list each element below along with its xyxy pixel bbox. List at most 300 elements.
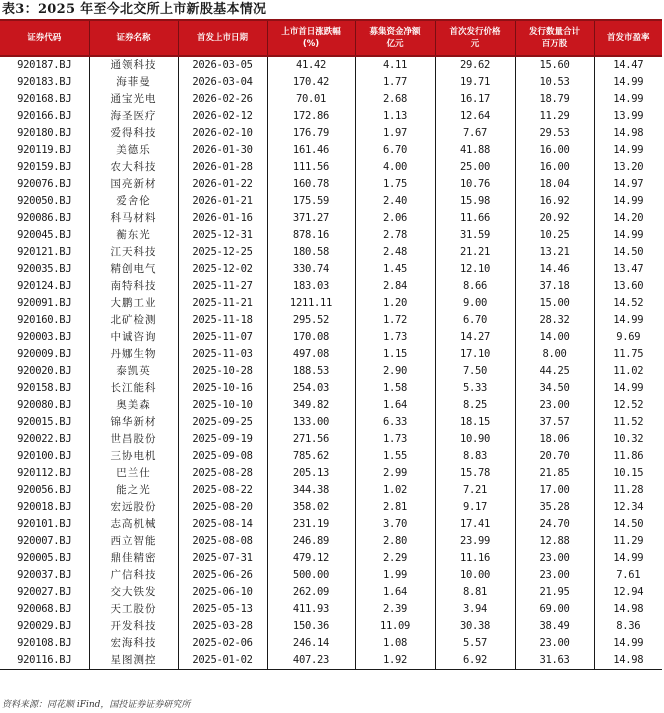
table-row [0,567,662,584]
table-row [0,56,662,74]
cell-net-proceeds: 1.75 [355,176,435,193]
cell-net-proceeds: 2.84 [355,278,435,295]
cell-ipo-pe: 14.99 [594,312,662,329]
header-net-proceeds [355,20,435,56]
cell-stock-code: 920015.BJ [0,414,89,431]
cell-net-proceeds: 2.40 [355,193,435,210]
cell-net-proceeds: 1.13 [355,108,435,125]
cell-issue-price: 31.59 [435,227,515,244]
cell-first-day-change: 70.01 [267,91,355,108]
cell-net-proceeds: 2.99 [355,465,435,482]
cell-ipo-pe: 14.99 [594,74,662,91]
cell-net-proceeds: 3.70 [355,516,435,533]
cell-listing-date: 2025-11-18 [178,312,267,329]
cell-stock-name: 农大科技 [89,159,178,176]
cell-issue-price: 5.57 [435,635,515,652]
cell-stock-name: 世昌股份 [89,431,178,448]
cell-issue-quantity: 38.49 [515,618,594,635]
cell-issue-quantity: 18.04 [515,176,594,193]
cell-listing-date: 2026-01-28 [178,159,267,176]
table-row [0,431,662,448]
header-stock-name: 证券名称 [89,20,178,56]
table-row [0,125,662,142]
cell-issue-price: 10.76 [435,176,515,193]
cell-issue-quantity: 16.00 [515,142,594,159]
cell-stock-name: 广信科技 [89,567,178,584]
cell-ipo-pe: 14.98 [594,601,662,618]
cell-stock-code: 920112.BJ [0,465,89,482]
table-row [0,227,662,244]
cell-issue-price: 9.00 [435,295,515,312]
cell-first-day-change: 497.08 [267,346,355,363]
cell-issue-price: 5.33 [435,380,515,397]
cell-issue-quantity: 15.60 [515,56,594,74]
table-row [0,397,662,414]
cell-listing-date: 2026-02-12 [178,108,267,125]
cell-ipo-pe: 13.99 [594,108,662,125]
cell-first-day-change: 176.79 [267,125,355,142]
cell-net-proceeds: 6.70 [355,142,435,159]
cell-stock-code: 920076.BJ [0,176,89,193]
cell-issue-quantity: 24.70 [515,516,594,533]
cell-stock-code: 920166.BJ [0,108,89,125]
cell-stock-code: 920056.BJ [0,482,89,499]
cell-issue-quantity: 17.00 [515,482,594,499]
cell-net-proceeds: 4.11 [355,56,435,74]
cell-net-proceeds: 1.77 [355,74,435,91]
table-row [0,465,662,482]
table-body [0,56,662,670]
cell-issue-price: 8.25 [435,397,515,414]
table-row [0,516,662,533]
table-row [0,635,662,652]
cell-first-day-change: 172.86 [267,108,355,125]
cell-ipo-pe: 10.15 [594,465,662,482]
table-row [0,295,662,312]
cell-ipo-pe: 13.20 [594,159,662,176]
cell-issue-price: 30.38 [435,618,515,635]
cell-issue-price: 12.10 [435,261,515,278]
cell-issue-quantity: 13.21 [515,244,594,261]
cell-listing-date: 2025-11-27 [178,278,267,295]
cell-first-day-change: 411.93 [267,601,355,618]
cell-stock-name: 美德乐 [89,142,178,159]
cell-net-proceeds: 1.55 [355,448,435,465]
header-first-day-change-label: 上市首日涨跌幅 (%) [281,27,341,49]
cell-ipo-pe: 12.94 [594,584,662,601]
cell-first-day-change: 133.00 [267,414,355,431]
cell-stock-name: 天工股份 [89,601,178,618]
cell-listing-date: 2025-08-08 [178,533,267,550]
cell-issue-quantity: 29.53 [515,125,594,142]
cell-first-day-change: 161.46 [267,142,355,159]
cell-listing-date: 2025-10-28 [178,363,267,380]
cell-net-proceeds: 1.02 [355,482,435,499]
cell-stock-code: 920035.BJ [0,261,89,278]
cell-issue-price: 6.92 [435,652,515,670]
cell-stock-name: 蘅东光 [89,227,178,244]
cell-ipo-pe: 14.97 [594,176,662,193]
cell-issue-quantity: 21.95 [515,584,594,601]
cell-first-day-change: 180.58 [267,244,355,261]
cell-issue-price: 11.16 [435,550,515,567]
cell-issue-price: 3.94 [435,601,515,618]
cell-first-day-change: 254.03 [267,380,355,397]
ipo-table [0,19,662,670]
table-row [0,193,662,210]
cell-issue-quantity: 18.79 [515,91,594,108]
cell-ipo-pe: 9.69 [594,329,662,346]
cell-listing-date: 2025-06-10 [178,584,267,601]
cell-issue-price: 12.64 [435,108,515,125]
table-row [0,210,662,227]
table-row [0,261,662,278]
cell-ipo-pe: 11.02 [594,363,662,380]
cell-listing-date: 2025-12-02 [178,261,267,278]
cell-stock-name: 巴兰仕 [89,465,178,482]
cell-net-proceeds: 1.92 [355,652,435,670]
cell-issue-price: 29.62 [435,56,515,74]
table-header-row [0,20,662,56]
cell-first-day-change: 246.14 [267,635,355,652]
cell-ipo-pe: 14.99 [594,142,662,159]
cell-stock-name: 泰凯英 [89,363,178,380]
cell-net-proceeds: 1.72 [355,312,435,329]
cell-net-proceeds: 2.06 [355,210,435,227]
cell-first-day-change: 500.00 [267,567,355,584]
cell-listing-date: 2025-12-31 [178,227,267,244]
cell-first-day-change: 349.82 [267,397,355,414]
cell-ipo-pe: 8.36 [594,618,662,635]
cell-issue-quantity: 14.46 [515,261,594,278]
cell-stock-code: 920037.BJ [0,567,89,584]
cell-stock-name: 爱得科技 [89,125,178,142]
cell-first-day-change: 371.27 [267,210,355,227]
cell-stock-code: 920168.BJ [0,91,89,108]
cell-net-proceeds: 2.80 [355,533,435,550]
cell-stock-code: 920119.BJ [0,142,89,159]
cell-stock-code: 920183.BJ [0,74,89,91]
cell-stock-name: 科马材料 [89,210,178,227]
cell-issue-price: 23.99 [435,533,515,550]
cell-listing-date: 2026-01-21 [178,193,267,210]
cell-net-proceeds: 2.68 [355,91,435,108]
cell-ipo-pe: 14.99 [594,193,662,210]
cell-ipo-pe: 7.61 [594,567,662,584]
cell-stock-code: 920029.BJ [0,618,89,635]
cell-net-proceeds: 2.48 [355,244,435,261]
cell-issue-price: 14.27 [435,329,515,346]
cell-issue-quantity: 20.92 [515,210,594,227]
cell-stock-code: 920086.BJ [0,210,89,227]
table-row [0,346,662,363]
cell-ipo-pe: 13.60 [594,278,662,295]
cell-issue-quantity: 12.88 [515,533,594,550]
cell-issue-quantity: 28.32 [515,312,594,329]
cell-ipo-pe: 14.99 [594,380,662,397]
cell-stock-code: 920124.BJ [0,278,89,295]
cell-first-day-change: 41.42 [267,56,355,74]
table-row [0,363,662,380]
cell-stock-code: 920018.BJ [0,499,89,516]
cell-issue-price: 18.15 [435,414,515,431]
cell-listing-date: 2025-10-16 [178,380,267,397]
cell-net-proceeds: 1.64 [355,584,435,601]
cell-stock-code: 920050.BJ [0,193,89,210]
cell-net-proceeds: 11.09 [355,618,435,635]
cell-ipo-pe: 11.52 [594,414,662,431]
cell-listing-date: 2025-01-02 [178,652,267,670]
cell-stock-code: 920101.BJ [0,516,89,533]
cell-net-proceeds: 2.81 [355,499,435,516]
table-row [0,584,662,601]
table-row [0,533,662,550]
cell-net-proceeds: 2.78 [355,227,435,244]
cell-listing-date: 2026-01-22 [178,176,267,193]
cell-stock-name: 海菲曼 [89,74,178,91]
table-row [0,176,662,193]
table-row [0,244,662,261]
cell-first-day-change: 231.19 [267,516,355,533]
cell-first-day-change: 330.74 [267,261,355,278]
table-row [0,91,662,108]
cell-net-proceeds: 2.90 [355,363,435,380]
cell-listing-date: 2026-02-26 [178,91,267,108]
cell-issue-price: 15.78 [435,465,515,482]
cell-first-day-change: 878.16 [267,227,355,244]
cell-net-proceeds: 1.73 [355,431,435,448]
cell-stock-name: 精创电气 [89,261,178,278]
cell-first-day-change: 479.12 [267,550,355,567]
cell-issue-quantity: 10.25 [515,227,594,244]
cell-stock-code: 920009.BJ [0,346,89,363]
cell-stock-name: 海圣医疗 [89,108,178,125]
table-row [0,652,662,670]
table-row [0,448,662,465]
cell-first-day-change: 1211.11 [267,295,355,312]
cell-issue-price: 17.10 [435,346,515,363]
cell-ipo-pe: 14.50 [594,516,662,533]
header-listing-date: 首发上市日期 [178,20,267,56]
cell-stock-name: 丹娜生物 [89,346,178,363]
cell-stock-code: 920159.BJ [0,159,89,176]
cell-issue-quantity: 16.92 [515,193,594,210]
cell-first-day-change: 246.89 [267,533,355,550]
cell-ipo-pe: 14.47 [594,56,662,74]
cell-stock-name: 奥美森 [89,397,178,414]
cell-net-proceeds: 1.97 [355,125,435,142]
cell-ipo-pe: 11.29 [594,533,662,550]
cell-issue-quantity: 21.85 [515,465,594,482]
cell-listing-date: 2025-08-22 [178,482,267,499]
cell-stock-code: 920187.BJ [0,56,89,74]
cell-stock-code: 920116.BJ [0,652,89,670]
cell-listing-date: 2026-01-30 [178,142,267,159]
cell-listing-date: 2025-12-25 [178,244,267,261]
cell-ipo-pe: 14.99 [594,91,662,108]
cell-issue-quantity: 23.00 [515,635,594,652]
cell-listing-date: 2026-03-05 [178,56,267,74]
cell-stock-name: 开发科技 [89,618,178,635]
source-note: 资料来源：同花顺 iFind，国投证券证券研究所 [2,700,191,710]
cell-listing-date: 2026-01-16 [178,210,267,227]
cell-issue-quantity: 37.18 [515,278,594,295]
table-row [0,618,662,635]
table-row [0,601,662,618]
table-row [0,108,662,125]
cell-stock-code: 920100.BJ [0,448,89,465]
cell-net-proceeds: 1.45 [355,261,435,278]
cell-stock-name: 星图测控 [89,652,178,670]
cell-ipo-pe: 14.98 [594,652,662,670]
cell-first-day-change: 160.78 [267,176,355,193]
cell-issue-price: 15.98 [435,193,515,210]
header-issue-price-label: 首次发行价格 元 [449,27,501,49]
cell-stock-code: 920091.BJ [0,295,89,312]
cell-listing-date: 2025-10-10 [178,397,267,414]
cell-stock-name: 西立智能 [89,533,178,550]
cell-ipo-pe: 14.99 [594,550,662,567]
cell-stock-code: 920027.BJ [0,584,89,601]
table-row [0,414,662,431]
cell-stock-code: 920108.BJ [0,635,89,652]
cell-first-day-change: 170.08 [267,329,355,346]
header-issue-quantity [515,20,594,56]
cell-issue-price: 21.21 [435,244,515,261]
cell-stock-code: 920180.BJ [0,125,89,142]
cell-issue-price: 25.00 [435,159,515,176]
cell-issue-quantity: 14.00 [515,329,594,346]
cell-issue-price: 16.17 [435,91,515,108]
cell-stock-name: 大鹏工业 [89,295,178,312]
cell-ipo-pe: 12.52 [594,397,662,414]
cell-issue-price: 17.41 [435,516,515,533]
cell-stock-name: 爱舍伦 [89,193,178,210]
cell-issue-quantity: 16.00 [515,159,594,176]
cell-stock-code: 920160.BJ [0,312,89,329]
cell-listing-date: 2025-05-13 [178,601,267,618]
table-row [0,329,662,346]
cell-first-day-change: 785.62 [267,448,355,465]
cell-ipo-pe: 14.50 [594,244,662,261]
cell-issue-price: 8.66 [435,278,515,295]
cell-listing-date: 2025-08-14 [178,516,267,533]
cell-issue-quantity: 18.06 [515,431,594,448]
cell-ipo-pe: 14.99 [594,227,662,244]
table-row [0,159,662,176]
cell-issue-price: 9.17 [435,499,515,516]
cell-net-proceeds: 2.39 [355,601,435,618]
cell-first-day-change: 111.56 [267,159,355,176]
cell-issue-price: 6.70 [435,312,515,329]
cell-issue-quantity: 23.00 [515,550,594,567]
cell-stock-code: 920020.BJ [0,363,89,380]
cell-ipo-pe: 10.32 [594,431,662,448]
cell-stock-name: 江天科技 [89,244,178,261]
cell-issue-quantity: 10.53 [515,74,594,91]
cell-issue-quantity: 15.00 [515,295,594,312]
header-first-day-change [267,20,355,56]
cell-ipo-pe: 12.34 [594,499,662,516]
cell-stock-code: 920068.BJ [0,601,89,618]
cell-net-proceeds: 1.73 [355,329,435,346]
cell-stock-name: 通宝光电 [89,91,178,108]
cell-net-proceeds: 4.00 [355,159,435,176]
cell-stock-name: 志高机械 [89,516,178,533]
cell-stock-name: 鼎佳精密 [89,550,178,567]
cell-first-day-change: 344.38 [267,482,355,499]
cell-first-day-change: 205.13 [267,465,355,482]
cell-first-day-change: 170.42 [267,74,355,91]
cell-listing-date: 2025-06-26 [178,567,267,584]
cell-issue-quantity: 44.25 [515,363,594,380]
cell-stock-code: 920121.BJ [0,244,89,261]
header-net-proceeds-label: 募集资金净额 亿元 [369,27,421,49]
cell-issue-price: 8.81 [435,584,515,601]
cell-listing-date: 2025-08-20 [178,499,267,516]
cell-issue-price: 41.88 [435,142,515,159]
cell-listing-date: 2025-09-19 [178,431,267,448]
cell-issue-price: 10.00 [435,567,515,584]
cell-listing-date: 2025-09-08 [178,448,267,465]
header-ipo-pe: 首发市盈率 [594,20,662,56]
cell-listing-date: 2025-11-21 [178,295,267,312]
cell-net-proceeds: 6.33 [355,414,435,431]
cell-listing-date: 2025-03-28 [178,618,267,635]
cell-first-day-change: 188.53 [267,363,355,380]
cell-stock-code: 920158.BJ [0,380,89,397]
cell-stock-name: 南特科技 [89,278,178,295]
header-stock-code: 证券代码 [0,20,89,56]
cell-stock-code: 920045.BJ [0,227,89,244]
cell-stock-name: 中诚咨询 [89,329,178,346]
cell-issue-quantity: 69.00 [515,601,594,618]
cell-issue-quantity: 11.29 [515,108,594,125]
cell-first-day-change: 175.59 [267,193,355,210]
table-row [0,278,662,295]
cell-stock-code: 920005.BJ [0,550,89,567]
cell-first-day-change: 262.09 [267,584,355,601]
cell-net-proceeds: 1.64 [355,397,435,414]
cell-first-day-change: 295.52 [267,312,355,329]
cell-listing-date: 2025-11-07 [178,329,267,346]
header-issue-price [435,20,515,56]
cell-stock-name: 宏海科技 [89,635,178,652]
cell-listing-date: 2026-02-10 [178,125,267,142]
cell-stock-name: 国亮新材 [89,176,178,193]
cell-stock-name: 宏远股份 [89,499,178,516]
cell-issue-price: 8.83 [435,448,515,465]
cell-ipo-pe: 14.99 [594,635,662,652]
cell-issue-quantity: 31.63 [515,652,594,670]
cell-net-proceeds: 2.29 [355,550,435,567]
cell-ipo-pe: 14.98 [594,125,662,142]
cell-net-proceeds: 1.58 [355,380,435,397]
cell-first-day-change: 358.02 [267,499,355,516]
cell-issue-price: 11.66 [435,210,515,227]
cell-net-proceeds: 1.20 [355,295,435,312]
cell-stock-name: 三协电机 [89,448,178,465]
cell-stock-name: 能之光 [89,482,178,499]
cell-first-day-change: 150.36 [267,618,355,635]
cell-listing-date: 2025-02-06 [178,635,267,652]
cell-listing-date: 2025-08-28 [178,465,267,482]
cell-net-proceeds: 1.08 [355,635,435,652]
table-title: 表3：2025 年至今北交所上市新股基本情况 [2,2,267,17]
cell-first-day-change: 271.56 [267,431,355,448]
cell-listing-date: 2025-07-31 [178,550,267,567]
cell-stock-name: 锦华新材 [89,414,178,431]
